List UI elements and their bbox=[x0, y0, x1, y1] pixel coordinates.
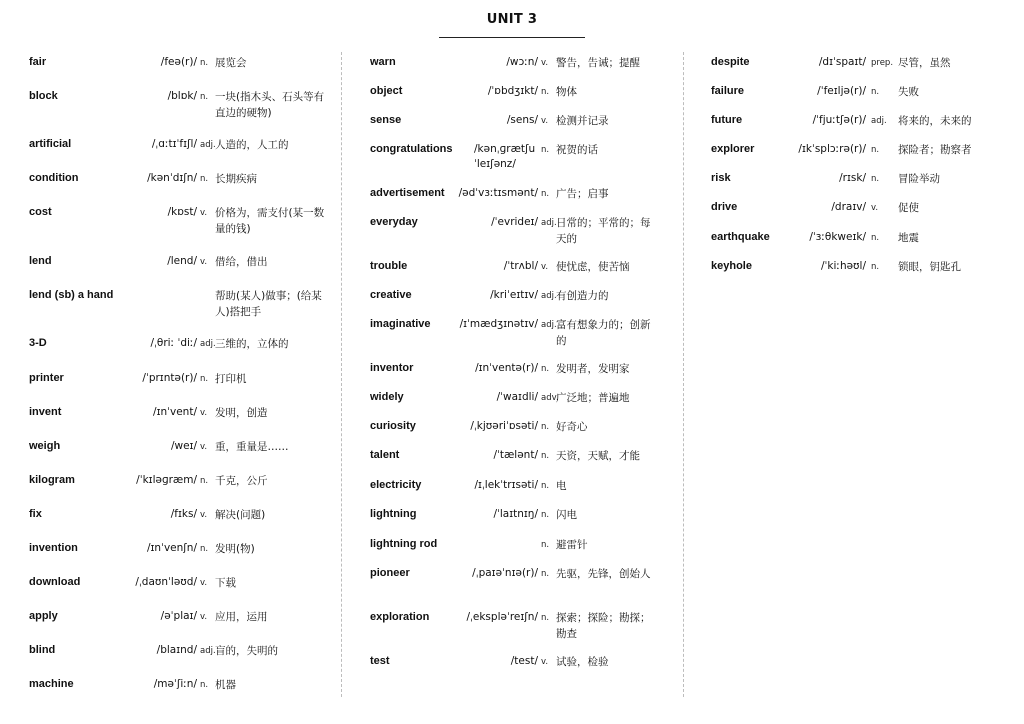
vocab-meaning: 解决(问题) bbox=[215, 509, 266, 521]
vocab-phonetic: /ˈfeɪljə(r)/ bbox=[817, 85, 866, 97]
vocab-word: future bbox=[711, 114, 743, 126]
vocab-word: everyday bbox=[370, 216, 418, 228]
vocab-part-of-speech: n. bbox=[200, 476, 209, 486]
vocab-phonetic: /əˈplaɪ/ bbox=[160, 610, 197, 622]
vocab-meaning: 长期疾病 bbox=[215, 173, 257, 185]
vocab-word: condition bbox=[29, 172, 79, 184]
vocab-meaning: 失败 bbox=[898, 86, 919, 98]
vocab-phonetic: /ədˈvɜːtɪsmənt/ bbox=[458, 187, 538, 199]
vocab-meaning: 闪电 bbox=[556, 509, 577, 521]
vocab-meaning: 发明，创造 bbox=[215, 407, 268, 419]
vocab-part-of-speech: adj. bbox=[541, 218, 557, 228]
vocab-part-of-speech: adj. bbox=[200, 339, 216, 349]
vocab-part-of-speech: v. bbox=[541, 116, 549, 126]
vocab-part-of-speech: n. bbox=[200, 174, 209, 184]
vocab-word: explorer bbox=[711, 143, 755, 155]
vocab-meaning: 价格为，需支付(某一数量的钱) bbox=[215, 207, 325, 235]
vocab-part-of-speech: v. bbox=[541, 58, 549, 68]
vocab-word: lightning bbox=[370, 508, 417, 520]
vocab-phonetic: /feə(r)/ bbox=[160, 56, 197, 68]
vocab-phonetic: /ɪnˈvenʃn/ bbox=[146, 542, 197, 554]
vocab-meaning: 广告；启事 bbox=[556, 188, 609, 200]
vocab-part-of-speech: v. bbox=[200, 510, 208, 520]
vocab-word: earthquake bbox=[711, 231, 770, 243]
vocab-part-of-speech: n. bbox=[541, 451, 550, 461]
vocab-part-of-speech: v. bbox=[200, 408, 208, 418]
vocab-word: apply bbox=[29, 610, 58, 622]
vocab-meaning: 警告，告诫；提醒 bbox=[556, 57, 640, 69]
vocab-part-of-speech: prep. bbox=[871, 58, 894, 68]
vocab-meaning: 人造的，人工的 bbox=[215, 139, 289, 151]
vocab-word: electricity bbox=[370, 479, 422, 491]
vocab-phonetic: /ˈevrideɪ/ bbox=[491, 216, 538, 228]
vocab-meaning: 发明者，发明家 bbox=[556, 363, 630, 375]
vocab-word: printer bbox=[29, 372, 64, 384]
vocab-part-of-speech: n. bbox=[200, 58, 209, 68]
vocab-part-of-speech: n. bbox=[541, 189, 550, 199]
vocab-word: failure bbox=[711, 85, 745, 97]
vocab-phonetic: /lend/ bbox=[167, 255, 197, 267]
vocab-word: blind bbox=[29, 644, 56, 656]
vocab-part-of-speech: n. bbox=[541, 145, 550, 155]
vocab-word: sense bbox=[370, 114, 402, 126]
vocab-phonetic: /kənˌɡrætʃuˈleɪʃənz/ bbox=[474, 143, 536, 170]
vocab-part-of-speech: n. bbox=[200, 374, 209, 384]
vocab-phonetic: /dɪˈspaɪt/ bbox=[818, 56, 866, 68]
vocab-phonetic: /ɪnˈventə(r)/ bbox=[475, 362, 538, 374]
vocab-phonetic: /blɒk/ bbox=[167, 90, 197, 102]
vocab-phonetic: /ˌdaʊnˈləʊd/ bbox=[135, 576, 197, 588]
vocab-part-of-speech: n. bbox=[200, 544, 209, 554]
vocab-part-of-speech: n. bbox=[871, 174, 880, 184]
vocab-meaning: 物体 bbox=[556, 86, 577, 98]
vocab-meaning: 打印机 bbox=[215, 373, 247, 385]
vocab-phonetic: /ˈɜːθkweɪk/ bbox=[809, 231, 866, 243]
vocab-phonetic: /ˈwaɪdli/ bbox=[496, 391, 538, 403]
vocab-part-of-speech: n. bbox=[541, 422, 550, 432]
vocab-part-of-speech: v. bbox=[200, 442, 208, 452]
vocab-phonetic: /rɪsk/ bbox=[839, 172, 866, 184]
vocab-phonetic: /test/ bbox=[510, 655, 538, 667]
vocab-meaning: 祝贺的话 bbox=[556, 144, 598, 156]
vocab-meaning: 应用，运用 bbox=[215, 611, 268, 623]
vocab-word: fair bbox=[29, 56, 47, 68]
vocab-meaning: 试验，检验 bbox=[556, 656, 609, 668]
vocab-word: block bbox=[29, 90, 58, 102]
vocab-meaning: 盲的，失明的 bbox=[215, 645, 278, 657]
vocab-meaning: 锁眼，钥匙孔 bbox=[898, 261, 961, 273]
vocab-meaning: 探险者；勘察者 bbox=[898, 144, 972, 156]
vocab-part-of-speech: n. bbox=[871, 145, 880, 155]
vocab-meaning: 有创造力的 bbox=[556, 290, 609, 302]
vocab-meaning: 机器 bbox=[215, 679, 236, 691]
vocab-phonetic: /kriˈeɪtɪv/ bbox=[490, 289, 538, 301]
vocab-part-of-speech: n. bbox=[541, 540, 550, 550]
vocab-meaning: 发明(物) bbox=[215, 543, 255, 555]
vocab-word: trouble bbox=[370, 260, 408, 272]
vocab-word: inventor bbox=[370, 362, 414, 374]
vocab-phonetic: /ˈlaɪtnɪŋ/ bbox=[493, 508, 538, 520]
vocab-word: artificial bbox=[29, 138, 72, 150]
vocab-meaning: 下载 bbox=[215, 577, 236, 589]
vocab-part-of-speech: n. bbox=[871, 262, 880, 272]
vocab-word: congratulations bbox=[370, 143, 453, 155]
vocab-word: cost bbox=[29, 206, 52, 218]
vocab-phonetic: /weɪ/ bbox=[170, 440, 197, 452]
vocab-part-of-speech: adj. bbox=[541, 320, 557, 330]
vocab-phonetic: /ˌθriː ˈdiː/ bbox=[150, 337, 197, 349]
vocab-meaning: 千克，公斤 bbox=[215, 475, 268, 487]
vocab-phonetic: /ˈtælənt/ bbox=[493, 449, 538, 461]
page-title: UNIT 3 bbox=[486, 12, 538, 27]
vocab-meaning: 日常的；平常的；每天的 bbox=[556, 217, 651, 245]
vocab-meaning: 富有想象力的；创新的 bbox=[556, 319, 651, 347]
vocab-phonetic: /məˈʃiːn/ bbox=[153, 678, 197, 690]
vocab-phonetic: /ˌɑːtɪˈfɪʃl/ bbox=[151, 138, 197, 150]
vocab-meaning: 使忧虑，使苦恼 bbox=[556, 261, 630, 273]
vocab-word: exploration bbox=[370, 611, 430, 623]
vocab-word: warn bbox=[370, 56, 396, 68]
vocab-phonetic: /ˌekspləˈreɪʃn/ bbox=[466, 611, 538, 623]
vocab-word: advertisement bbox=[370, 187, 445, 199]
vocab-phonetic: /ˈtrʌbl/ bbox=[503, 260, 538, 272]
vocab-meaning: 检测并记录 bbox=[556, 115, 609, 127]
vocab-word: keyhole bbox=[711, 260, 752, 272]
vocab-part-of-speech: v. bbox=[200, 612, 208, 622]
vocab-meaning: 广泛地；普遍地 bbox=[556, 392, 630, 404]
vocab-phonetic: /blaɪnd/ bbox=[156, 644, 197, 656]
vocab-part-of-speech: v. bbox=[541, 657, 549, 667]
vocab-phonetic: /ˈɒbdʒɪkt/ bbox=[487, 85, 538, 97]
vocab-phonetic: /ˌpaɪəˈnɪə(r)/ bbox=[472, 567, 538, 579]
vocab-meaning: 天资，天赋，才能 bbox=[556, 450, 640, 462]
vocab-part-of-speech: n. bbox=[541, 87, 550, 97]
vocab-word: download bbox=[29, 576, 81, 588]
vocab-part-of-speech: n. bbox=[200, 92, 209, 102]
vocab-meaning: 将来的，未来的 bbox=[898, 115, 972, 127]
vocab-phonetic: /kɒst/ bbox=[167, 206, 197, 218]
vocab-meaning: 一块(指木头、石头等有直边的硬物) bbox=[215, 91, 325, 119]
vocab-word: weigh bbox=[29, 440, 61, 452]
vocab-meaning: 地震 bbox=[898, 232, 919, 244]
vocab-part-of-speech: n. bbox=[200, 680, 209, 690]
vocab-word: lightning rod bbox=[370, 538, 438, 550]
vocab-part-of-speech: v. bbox=[200, 208, 208, 218]
vocab-meaning: 避雷针 bbox=[556, 539, 588, 551]
vocab-phonetic: /ˈkɪləɡræm/ bbox=[136, 474, 197, 486]
vocab-part-of-speech: adj. bbox=[200, 140, 216, 150]
vocab-word: lend (sb) a hand bbox=[29, 289, 114, 301]
vocab-part-of-speech: v. bbox=[541, 262, 549, 272]
vocab-meaning: 冒险举动 bbox=[898, 173, 940, 185]
vocab-phonetic: /sens/ bbox=[506, 114, 538, 126]
vocab-phonetic: /fɪks/ bbox=[170, 508, 197, 520]
vocab-word: kilogram bbox=[29, 474, 75, 486]
vocab-phonetic: /ɪˌlekˈtrɪsəti/ bbox=[474, 479, 538, 491]
vocab-phonetic: /ɪˈmædʒɪnətɪv/ bbox=[459, 318, 538, 330]
vocab-meaning: 尽管，虽然 bbox=[898, 57, 951, 69]
vocab-word: risk bbox=[711, 172, 731, 184]
vocab-word: talent bbox=[370, 449, 400, 461]
vocab-meaning: 先驱，先锋，创始人 bbox=[556, 568, 651, 580]
vocab-word: test bbox=[370, 655, 390, 667]
vocab-word: object bbox=[370, 85, 403, 97]
vocab-part-of-speech: v. bbox=[200, 578, 208, 588]
vocab-part-of-speech: adj. bbox=[871, 116, 887, 126]
vocab-part-of-speech: n. bbox=[541, 481, 550, 491]
vocab-word: invent bbox=[29, 406, 62, 418]
vocab-phonetic: /wɔːn/ bbox=[506, 56, 538, 68]
vocab-phonetic: /ˈfjuːtʃə(r)/ bbox=[812, 114, 866, 126]
vocab-part-of-speech: v. bbox=[871, 203, 879, 213]
vocab-meaning: 三维的，立体的 bbox=[215, 338, 289, 350]
vocab-word: despite bbox=[711, 56, 750, 68]
vocab-part-of-speech: n. bbox=[541, 613, 550, 623]
vocab-part-of-speech: n. bbox=[541, 569, 550, 579]
vocab-meaning: 重，重量是…… bbox=[215, 441, 289, 453]
vocab-part-of-speech: adj. bbox=[200, 646, 216, 656]
vocab-meaning: 探索；探险；勘探；勘查 bbox=[556, 612, 651, 640]
vocab-meaning: 好奇心 bbox=[556, 421, 588, 433]
vocab-phonetic: /draɪv/ bbox=[831, 201, 866, 213]
vocab-part-of-speech: n. bbox=[541, 510, 550, 520]
vocab-phonetic: /ˈprɪntə(r)/ bbox=[142, 372, 197, 384]
vocab-phonetic: /ɪkˈsplɔːrə(r)/ bbox=[798, 143, 866, 155]
vocab-meaning: 借给，借出 bbox=[215, 256, 268, 268]
vocab-word: curiosity bbox=[370, 420, 416, 432]
vocab-word: imaginative bbox=[370, 318, 431, 330]
vocab-part-of-speech: n. bbox=[871, 87, 880, 97]
vocab-word: fix bbox=[29, 508, 42, 520]
vocab-part-of-speech: adv. bbox=[541, 393, 559, 403]
vocab-word: invention bbox=[29, 542, 78, 554]
vocab-word: drive bbox=[711, 201, 738, 213]
vocab-meaning: 展览会 bbox=[215, 57, 247, 69]
vocab-part-of-speech: n. bbox=[871, 233, 880, 243]
vocab-meaning: 电 bbox=[556, 480, 567, 492]
vocab-word: creative bbox=[370, 289, 412, 301]
vocab-meaning: 促使 bbox=[898, 202, 919, 214]
vocab-word: 3-D bbox=[29, 337, 47, 349]
vocab-meaning: 帮助(某人)做事；(给某人)搭把手 bbox=[215, 290, 322, 318]
vocab-part-of-speech: v. bbox=[200, 257, 208, 267]
vocab-phonetic: /ˌkjʊəriˈɒsəti/ bbox=[470, 420, 538, 432]
vocab-phonetic: /ˈkiːhəʊl/ bbox=[820, 260, 866, 272]
vocab-word: widely bbox=[370, 391, 404, 403]
vocab-phonetic: /ɪnˈvent/ bbox=[153, 406, 197, 418]
vocab-word: lend bbox=[29, 255, 52, 267]
vocab-word: machine bbox=[29, 678, 74, 690]
vocab-part-of-speech: adj. bbox=[541, 291, 557, 301]
vocab-word: pioneer bbox=[370, 567, 410, 579]
vocab-phonetic: /kənˈdɪʃn/ bbox=[147, 172, 197, 184]
vocab-part-of-speech: n. bbox=[541, 364, 550, 374]
